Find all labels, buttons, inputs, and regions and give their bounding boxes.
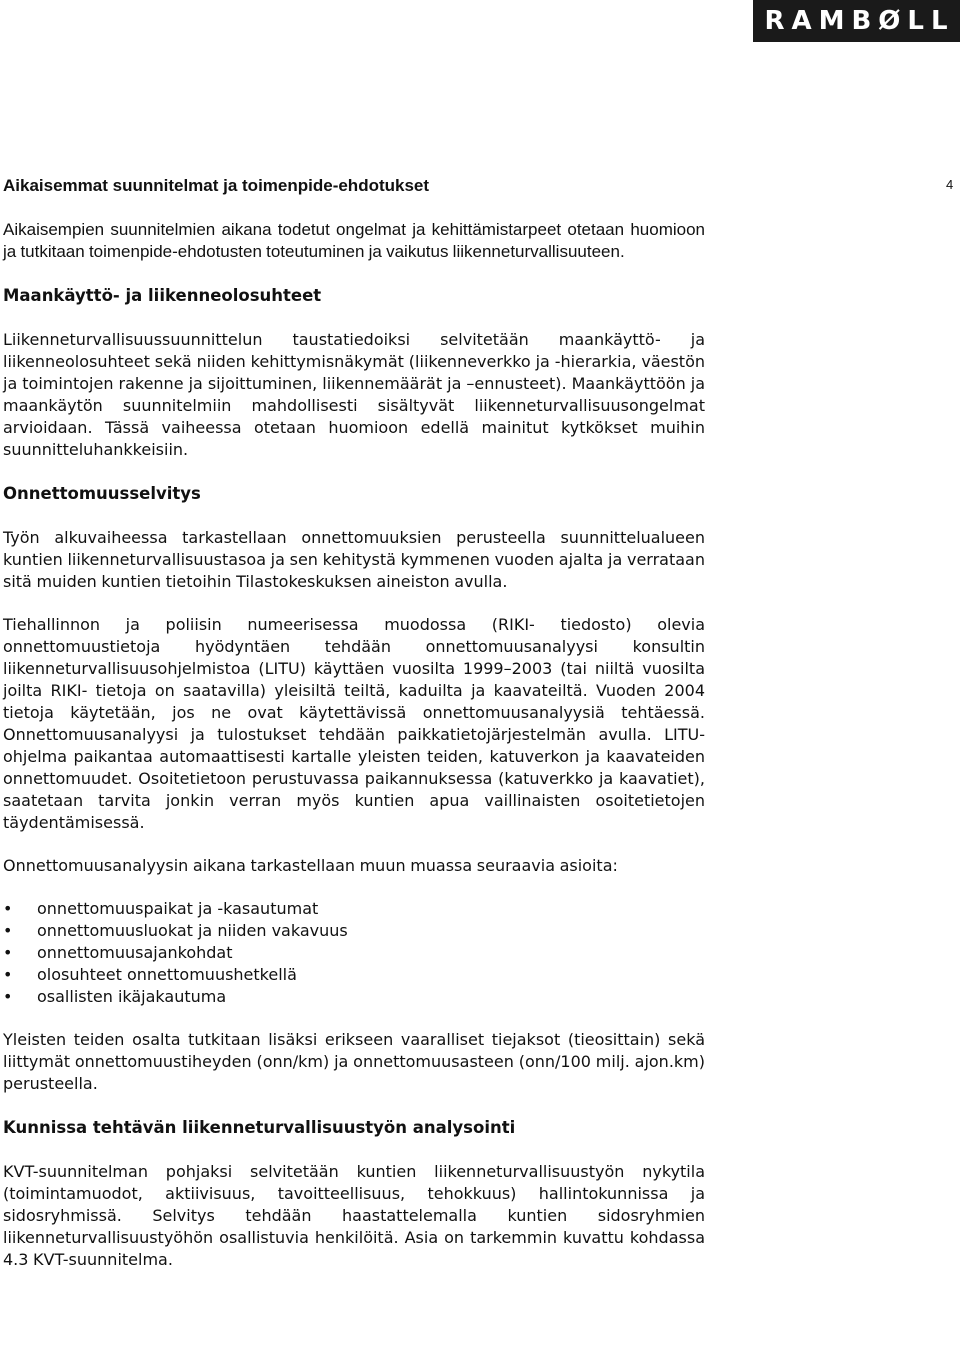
paragraph: Aikaisempien suunnitelmien aikana todetut ongelmat ja kehittämistarpeet otetaan huomioon ja tutkitaan toimenpide-ehdotusten toteutuminen ja vaikutus liikenneturvallisuuteen. (3, 220, 705, 261)
paragraph: KVT-suunnitelman pohjaksi selvitetään kuntien liikenneturvallisuustyön nykytila (toimintamuodot, aktiivisuus, tavoitteellisuus, tehokkuus) hallintokunnissa ja sidosryhmissä. Selvitys tehdään haastattelemalla kuntien sidosryhmien liikenneturvallisuustyöhön osallistuvia henkilöitä. Asia on tarkemmin kuvattu kohdassa 4.3 KVT-suunnitelma. (3, 1162, 705, 1269)
paragraph: Onnettomuusanalyysin aikana tarkastellaan muun muassa seuraavia asioita: (3, 856, 618, 875)
section-heading: Aikaisemmat suunnitelmat ja toimenpide-ehdotukset (3, 176, 430, 195)
paragraph: Yleisten teiden osalta tutkitaan lisäksi erikseen vaaralliset tiejaksot (tieosittain) sekä liittymät onnettomuustiheyden (onn/km) ja onnettomuusasteen (onn/100 milj. ajon.km) perusteella. (3, 1030, 705, 1093)
page-number: 4 (946, 177, 954, 192)
list-item: • olosuhteet onnettomuushetkellä (3, 964, 705, 986)
list-item: • onnettomuusajankohdat (3, 942, 705, 964)
list-item: • osallisten ikäjakautuma (3, 986, 705, 1008)
list-item: • onnettomuusluokat ja niiden vakavuus (3, 920, 705, 942)
list-item: • onnettomuuspaikat ja -kasautumat (3, 898, 705, 920)
document-body (3, 175, 705, 1271)
bullet-list (3, 898, 705, 1008)
paragraph: Liikenneturvallisuussuunnittelun taustatiedoiksi selvitetään maankäyttö- ja liikenneolosuhteet sekä niiden kehittymisnäkymät (liikenneverkko ja -hierarkia, väestön ja toimintojen rakenne ja sijoittuminen, liikennemäärät ja –ennusteet). Maankäyttöön ja maankäytön suunnitelmiin mahdollisesti sisältyvät liikenneturvallisuusongelmat arvioidaan. Tässä vaiheessa otetaan huomioon edellä mainitut kytkökset muihin suunnitteluhankkeisiin. (3, 330, 705, 459)
ramboll-logo: RAMBØLL (753, 0, 960, 42)
section-heading: Maankäyttö- ja liikenneolosuhteet (3, 286, 322, 305)
paragraph: Työn alkuvaiheessa tarkastellaan onnettomuuksien perusteella suunnittelualueen kuntien liikenneturvallisuustasoa ja sen kehitystä kymmenen vuoden ajalta ja verrataan sitä muiden kuntien tietoihin Tilastokeskuksen aineiston avulla. (3, 528, 705, 591)
section-heading: Onnettomuusselvitys (3, 484, 201, 503)
paragraph: Tiehallinnon ja poliisin numeerisessa muodossa (RIKI- tiedosto) olevia onnettomuustietoja hyödyntäen tehdään onnettomuusanalyysi konsultin liikenneturvallisuusohjelmistoa (LITU) käyttäen vuosilta 1999–2003 (tai niiltä vuosilta joilta RIKI- tietoja on saatavilla) yleisiltä teiltä, kaduilta ja kaavateiltä. Vuoden 2004 tietoja käytetään, jos ne ovat käytettävissä onnettomuusanalyysiä tehtäessä. Onnettomuusanalyysi ja tulostukset tehdään paikkatietojärjestelmän avulla. LITU- ohjelma paikantaa automaattisesti kartalle yleisten teiden, katuverkon ja kaavateiden onnettomuudet. Osoitetietoon perustuvassa paikannuksessa (katuverkko ja kaavatiet), saatetaan tarvita jonkin verran myös kuntien apua vaillinaisten osoitetietojen täydentämisessä. (3, 615, 705, 832)
section-heading: Kunnissa tehtävän liikenneturvallisuustyön analysointi (3, 1118, 516, 1137)
